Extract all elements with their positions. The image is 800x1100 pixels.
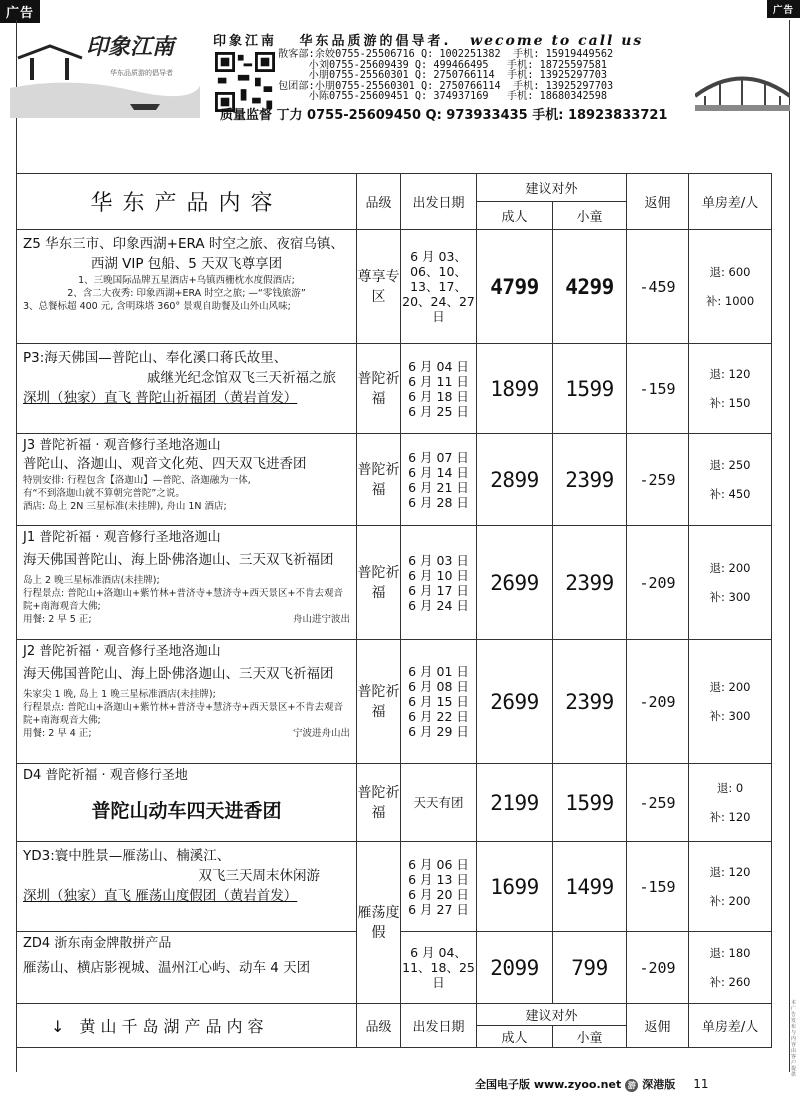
- grade: 雁荡度假: [357, 842, 401, 1004]
- logo-sub: 华东品质游的倡导者: [110, 69, 173, 77]
- adult-price: 4799: [477, 230, 553, 344]
- commission: -459: [627, 230, 689, 344]
- grade: 普陀祈福: [357, 526, 401, 640]
- col-comm: 返佣: [627, 1004, 689, 1048]
- dates: 6 月 06 日 6 月 13 日 6 月 20 日 6 月 27 日: [401, 842, 477, 932]
- adult-price: 1699: [477, 842, 553, 932]
- adult-price: 2199: [477, 764, 553, 842]
- bridge-lotus-icon: [695, 56, 790, 116]
- advert-header: [10, 28, 790, 123]
- contact-list: [278, 50, 613, 103]
- local-edition: 深港版: [642, 1078, 676, 1091]
- ad-label-left: 广告: [0, 0, 40, 23]
- dates: 6 月 07 日 6 月 14 日 6 月 21 日 6 月 28 日: [401, 434, 477, 526]
- commission: -209: [627, 526, 689, 640]
- col-room: 单房差/人: [689, 174, 772, 230]
- supervision-line: 质量监督 丁力 0755-25609450 Q: 973933435 手机: 18923833721: [220, 108, 668, 123]
- table-row: [17, 764, 772, 842]
- col-room: 单房差/人: [689, 1004, 772, 1048]
- header-row: [17, 174, 772, 202]
- table-title: 华东产品内容: [17, 174, 357, 230]
- contact-row: 包团部:小朋0755-25560301 Q: 2750766114 手机: 13925297703: [278, 80, 614, 92]
- welcome-text: wecome to call us: [470, 33, 644, 49]
- dates: 天天有团: [401, 764, 477, 842]
- room-diff: 退: 120 补: 200: [689, 842, 772, 932]
- child-price: 4299: [553, 230, 627, 344]
- qr-code-icon: [215, 52, 275, 112]
- room-diff: 退: 0 补: 120: [689, 764, 772, 842]
- table-row: [17, 344, 772, 434]
- contact-row: 小刘0755-25609439 Q: 499466495 手机: 18725597581: [308, 59, 608, 71]
- commission: -159: [627, 842, 689, 932]
- col-adult: 成人: [477, 1026, 553, 1048]
- grade: 普陀祈福: [357, 434, 401, 526]
- col-grade: 品级: [357, 1004, 401, 1048]
- room-diff: 退: 250 补: 450: [689, 434, 772, 526]
- grade: 普陀祈福: [357, 344, 401, 434]
- adult-price: 2699: [477, 526, 553, 640]
- slogan: 华东品质游的倡导者.: [299, 34, 452, 49]
- contact-row: 散客部:余姣0755-25506716 Q: 1002251382 手机: 15919449562: [278, 49, 614, 60]
- room-diff: 退: 200 补: 300: [689, 526, 772, 640]
- footer-header-row: [17, 1004, 772, 1026]
- zyoo-badge-icon: 游: [625, 1079, 638, 1092]
- brand-name: 印象江南: [213, 34, 278, 49]
- table-row: [17, 230, 772, 344]
- col-price: 建议对外: [477, 174, 627, 202]
- product-table: [16, 173, 772, 1048]
- adult-price: 2899: [477, 434, 553, 526]
- brand-logo: [10, 28, 200, 118]
- child-price: 1499: [553, 842, 627, 932]
- product-desc: Z5 华东三市、印象西湖+ERA 时空之旅、夜宿乌镇、 西湖 VIP 包船、5 天双飞尊享团 1、三晚国际品牌五星酒店+乌镇西栅枕水度假酒店; 2、含二大夜秀: 印象西湖+ERA 时空之旅; —“零钱旅游” 3、总餐标超 400 元, 含明珠塔 360° 景观自助餐及山外山风味;: [17, 230, 357, 344]
- room-diff: 退: 200 补: 300: [689, 640, 772, 764]
- col-comm: 返佣: [627, 174, 689, 230]
- child-price: 2399: [553, 640, 627, 764]
- dates: 6 月 03、06、10、13、17、20、24、27 日: [401, 230, 477, 344]
- child-price: 1599: [553, 764, 627, 842]
- contact-row: 小陈0755-25609451 Q: 374937169 手机: 18680342598: [308, 91, 608, 103]
- child-price: 2399: [553, 434, 627, 526]
- grade: 尊享专区: [357, 230, 401, 344]
- page-number: 11: [693, 1077, 709, 1091]
- dates: 6 月 04 日 6 月 11 日 6 月 18 日 6 月 25 日: [401, 344, 477, 434]
- product-desc: J1 普陀祈福 · 观音修行圣地洛迦山 海天佛国普陀山、海上卧佛洛迦山、三天双飞祈福团 岛上 2 晚三星标准酒店(未挂牌); 行程景点: 普陀山+洛迦山+紫竹林+普济寺+慧济寺+西天景区+不肯去观音院+南海观音大佛; 用餐: 2 早 5 正; 舟山进宁波出: [17, 526, 357, 640]
- child-price: 1599: [553, 344, 627, 434]
- logo-text: 印象江南: [86, 34, 175, 60]
- col-child: 小童: [553, 202, 627, 230]
- dates: 6 月 01 日 6 月 08 日 6 月 15 日 6 月 22 日 6 月 29 日: [401, 640, 477, 764]
- dates: 6 月 04、11、18、25 日: [401, 932, 477, 1004]
- col-date: 出发日期: [401, 1004, 477, 1048]
- commission: -159: [627, 344, 689, 434]
- commission: -209: [627, 640, 689, 764]
- contact-row: 小朋0755-25560301 Q: 2750766114 手机: 13925297703: [308, 70, 608, 82]
- table-row: [17, 434, 772, 526]
- product-desc: YD3:寰中胜景—雁荡山、楠溪江、 双飞三天周末休闲游 深圳（独家）直飞 雁荡山度假团（黄岩首发）: [17, 842, 357, 932]
- adult-price: 2099: [477, 932, 553, 1004]
- ad-label-right: 广告: [767, 0, 800, 18]
- room-diff: 退: 600 补: 1000: [689, 230, 772, 344]
- table-row: [17, 526, 772, 640]
- table-row: [17, 842, 772, 932]
- table-row: [17, 640, 772, 764]
- child-price: 799: [553, 932, 627, 1004]
- product-desc: J3 普陀祈福 · 观音修行圣地洛迦山 普陀山、洛迦山、观音文化苑、四天双飞进香团 特别安排: 行程包含【洛迦山】—普陀、洛迦融为一体, 有“不到洛迦山就不算朝完普陀”之说。 酒店: 岛上 2N 三星标准(未挂牌), 舟山 1N 酒店;: [17, 434, 357, 526]
- commission: -259: [627, 764, 689, 842]
- adult-price: 2699: [477, 640, 553, 764]
- product-desc: J2 普陀祈福 · 观音修行圣地洛迦山 海天佛国普陀山、海上卧佛洛迦山、三天双飞祈福团 朱家尖 1 晚, 岛上 1 晚三星标准酒店(未挂牌); 行程景点: 普陀山+洛迦山+紫竹林+普济寺+慧济寺+西天景区+不肯去观音院+南海观音大佛; 用餐: 2 早 4 正; 宁波进舟山出: [17, 640, 357, 764]
- col-child: 小童: [553, 1026, 627, 1048]
- footer-title: ↓ 黄山千岛湖产品内容: [17, 1004, 357, 1048]
- commission: -259: [627, 434, 689, 526]
- edition-text: 全国电子版 www.zyoo.net: [475, 1078, 622, 1091]
- grade: 普陀祈福: [357, 764, 401, 842]
- product-desc: D4 普陀祈福 · 观音修行圣地 普陀山动车四天进香团: [17, 764, 357, 842]
- commission: -209: [627, 932, 689, 1004]
- dates: 6 月 03 日 6 月 10 日 6 月 17 日 6 月 24 日: [401, 526, 477, 640]
- child-price: 2399: [553, 526, 627, 640]
- room-diff: 退: 180 补: 260: [689, 932, 772, 1004]
- room-diff: 退: 120 补: 150: [689, 344, 772, 434]
- grade: 普陀祈福: [357, 640, 401, 764]
- col-date: 出发日期: [401, 174, 477, 230]
- side-note: 本广告发布与内容由客户提供: [791, 1000, 797, 1078]
- product-desc: ZD4 浙东南金牌散拼产品 雁荡山、横店影视城、温州江心屿、动车 4 天团: [17, 932, 357, 1004]
- col-grade: 品级: [357, 174, 401, 230]
- brand-line: [213, 30, 643, 49]
- col-adult: 成人: [477, 202, 553, 230]
- page-footer: [475, 1076, 709, 1092]
- adult-price: 1899: [477, 344, 553, 434]
- product-desc: P3:海天佛国—普陀山、奉化溪口蒋氏故里、 戚继光纪念馆双飞三天祈福之旅 深圳（独家）直飞 普陀山祈福团（黄岩首发）: [17, 344, 357, 434]
- col-price: 建议对外: [477, 1004, 627, 1026]
